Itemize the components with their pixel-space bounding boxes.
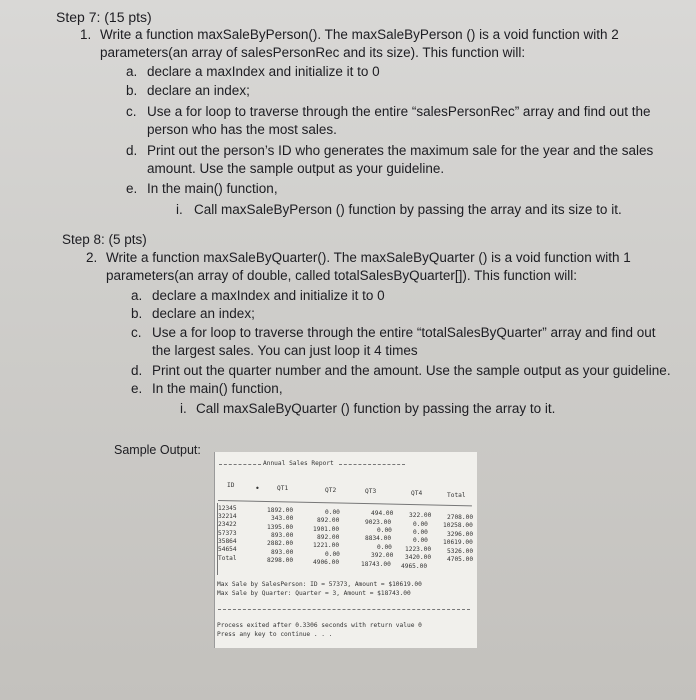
console-output: [214, 452, 477, 648]
step7-c-text-1: Use a for loop to traverse through the entire “salesPersonRec” array and find out the: [147, 104, 651, 119]
step7-d-text-2: amount. Use the sample output as your guideline.: [147, 161, 445, 176]
qt1-cell: 1892.00: [267, 507, 294, 514]
step7-e-marker: e.: [126, 181, 138, 196]
header-divider: [218, 500, 472, 506]
qt4-cell: 4965.00: [401, 563, 428, 570]
qt4-cell: 3420.00: [405, 554, 432, 561]
qt4-cell: 0.00: [413, 537, 428, 544]
id-cell: 54654: [218, 546, 237, 553]
step7-a-text: declare a maxIndex and initialize it to 0: [147, 64, 380, 79]
step8-a-marker: a.: [131, 288, 143, 303]
header-qt3: QT3: [365, 488, 377, 495]
qt3-cell: 392.00: [371, 552, 394, 559]
step8-c-text-2: the largest sales. You can just loop it 4 times: [152, 343, 418, 358]
header-qt1: QT1: [277, 485, 289, 492]
press-key-message: Press any key to continue . . .: [217, 631, 333, 638]
step8-c-marker: c.: [131, 325, 142, 340]
total-cell: 4705.00: [447, 556, 474, 563]
qt3-cell: 0.00: [377, 527, 392, 534]
max-sale-by-quarter: Max Sale by Quarter: Quarter = 3, Amount = $18743.00: [217, 590, 411, 597]
step8-i-marker: i.: [180, 401, 187, 416]
qt1-cell: 893.00: [271, 532, 294, 539]
qt1-cell: 1395.00: [267, 524, 294, 531]
header-qt2: QT2: [325, 487, 337, 494]
qt1-cell: 2882.00: [267, 540, 294, 547]
report-dash-right: [339, 464, 405, 465]
sample-output-label: Sample Output:: [114, 443, 201, 457]
report-dash-left: [219, 464, 261, 465]
step8-line1: Write a function maxSaleByQuarter(). The maxSaleByQuarter () is a void function with 1: [106, 250, 631, 265]
id-cell: 32214: [218, 513, 237, 520]
qt2-cell: 892.00: [317, 534, 340, 541]
step7-e-text: In the main() function,: [147, 181, 278, 196]
step8-i-text: Call maxSaleByQuarter () function by passing the array to it.: [196, 401, 556, 416]
step8-d-text: Print out the quarter number and the amount. Use the sample output as your guideline.: [152, 363, 671, 378]
qt3-cell: 494.00: [371, 510, 394, 517]
id-cell: 23422: [218, 521, 237, 528]
step7-c-text-2: person who has the most sales.: [147, 122, 337, 137]
step8-b-text: declare an index;: [152, 306, 255, 321]
max-sale-by-person: Max Sale by SalesPerson: ID = 57373, Amount = $10619.00: [217, 581, 422, 588]
id-cell: 35864: [218, 538, 237, 545]
header-bullet: •: [255, 484, 260, 493]
id-cell: 57373: [218, 530, 237, 537]
total-cell: 3296.00: [447, 531, 474, 538]
step7-line1: Write a function maxSaleByPerson(). The maxSaleByPerson () is a void function with 2: [100, 27, 619, 42]
step8-d-marker: d.: [131, 363, 143, 378]
step7-item-number: 1.: [80, 27, 92, 42]
qt2-cell: 0.00: [325, 551, 340, 558]
step8-line2: parameters(an array of double, called totalSalesByQuarter[]). This function will:: [106, 268, 577, 283]
step8-b-marker: b.: [131, 306, 143, 321]
process-exit-message: Process exited after 0.3306 seconds with return value 0: [217, 622, 422, 629]
step7-c-marker: c.: [126, 104, 137, 119]
header-id: ID: [227, 482, 235, 489]
step7-i-text: Call maxSaleByPerson () function by passing the array and its size to it.: [194, 202, 622, 217]
step7-a-marker: a.: [126, 64, 138, 79]
qt2-cell: 0.00: [325, 509, 340, 516]
qt4-cell: 1223.00: [405, 546, 432, 553]
id-cell: Total: [218, 555, 237, 562]
id-cell: 12345: [218, 505, 237, 512]
qt3-cell: 8834.00: [365, 535, 392, 542]
qt2-cell: 1901.00: [313, 526, 340, 533]
qt4-cell: 0.00: [413, 521, 428, 528]
step7-d-text-1: Print out the person’s ID who generates the maximum sale for the year and the sales: [147, 143, 654, 158]
step7-b-marker: b.: [126, 83, 138, 98]
qt4-cell: 0.00: [413, 529, 428, 536]
qt1-cell: 8298.00: [267, 557, 294, 564]
qt3-cell: 9023.00: [365, 519, 392, 526]
step8-title: Step 8: (5 pts): [62, 232, 147, 247]
total-cell: 10619.00: [443, 539, 473, 546]
total-cell: 2708.00: [447, 514, 474, 521]
total-cell: 5326.00: [447, 548, 474, 555]
step8-e-marker: e.: [131, 381, 143, 396]
step8-item-number: 2.: [86, 250, 98, 265]
step7-line2: parameters(an array of salesPersonRec and its size). This function will:: [100, 45, 526, 60]
header-total: Total: [447, 492, 466, 499]
qt1-cell: 893.00: [271, 549, 294, 556]
step7-title: Step 7: (15 pts): [56, 9, 152, 25]
step7-b-text: declare an index;: [147, 83, 250, 98]
step8-c-text-1: Use a for loop to traverse through the entire “totalSalesByQuarter” array and find out: [152, 325, 656, 340]
qt2-cell: 4906.00: [313, 559, 340, 566]
qt1-cell: 343.00: [271, 515, 294, 522]
qt3-cell: 18743.00: [361, 561, 391, 568]
total-cell: 10258.00: [443, 522, 473, 529]
step8-e-text: In the main() function,: [152, 381, 283, 396]
qt2-cell: 1221.00: [313, 542, 340, 549]
console-divider: [218, 609, 470, 610]
qt2-cell: 892.00: [317, 517, 340, 524]
qt3-cell: 0.00: [377, 544, 392, 551]
step7-i-marker: i.: [176, 202, 183, 217]
qt4-cell: 322.00: [409, 512, 432, 519]
step7-d-marker: d.: [126, 143, 138, 158]
report-title: Annual Sales Report: [263, 460, 334, 467]
step8-a-text: declare a maxIndex and initialize it to 0: [152, 288, 385, 303]
header-qt4: QT4: [411, 490, 423, 497]
